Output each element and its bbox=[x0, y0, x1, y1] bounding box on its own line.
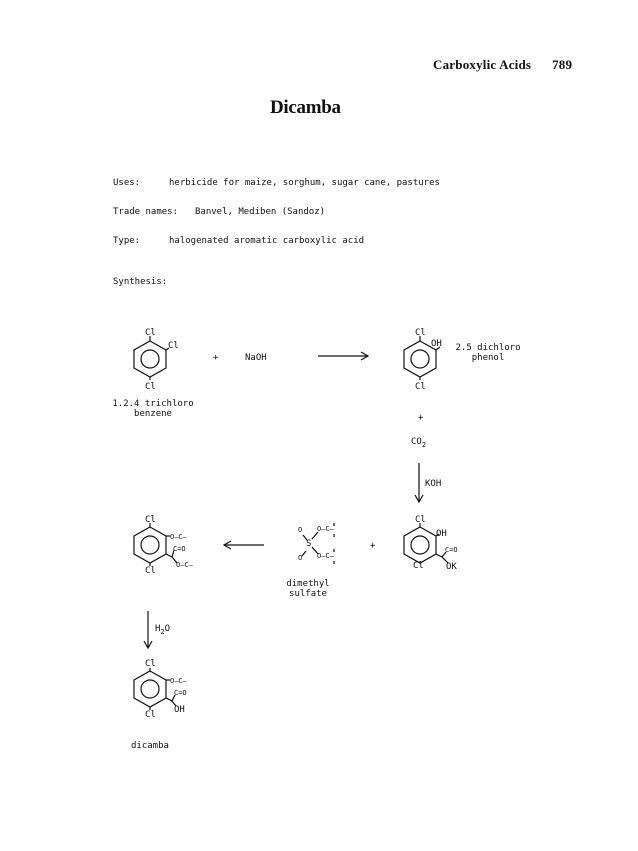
ok-group-label: OK bbox=[446, 562, 457, 572]
plus-sign: + bbox=[418, 413, 424, 423]
page-number: 789 bbox=[552, 57, 573, 72]
arrow-left bbox=[224, 541, 264, 549]
methoxy-label: O–C– bbox=[176, 561, 193, 569]
plus-sign: + bbox=[213, 353, 219, 363]
koh-reagent: KOH bbox=[425, 479, 442, 489]
h2o-reagent: $H_2O$ bbox=[155, 624, 171, 636]
cl-atom-label: Cl bbox=[145, 328, 156, 338]
cl-atom-label: Cl bbox=[415, 515, 426, 525]
cl-atom-label: Cl bbox=[145, 566, 156, 576]
oh-group-label: OH bbox=[431, 339, 442, 349]
potassium-salt-structure bbox=[404, 515, 458, 572]
reactant-name: 1.2.4 trichloro benzene bbox=[112, 399, 194, 419]
oh-group-label: OH bbox=[436, 529, 447, 539]
dicamba-structure bbox=[134, 659, 188, 720]
dimethyl-sulfate-structure bbox=[298, 523, 335, 564]
trade-names-value: Banvel, Mediben (Sandoz) bbox=[195, 207, 326, 217]
page-title: Dicamba bbox=[270, 97, 341, 118]
methoxy-label: O–C– bbox=[170, 533, 187, 541]
arrow-down-koh bbox=[415, 463, 423, 502]
cl-atom-label: Cl bbox=[415, 328, 426, 338]
methoxy-label: O–C– bbox=[317, 552, 334, 560]
cl-atom-label: Cl bbox=[145, 710, 156, 720]
uses-label: Uses: bbox=[113, 178, 141, 188]
dimethyl-sulfate-name: dimethyl sulfate bbox=[286, 579, 330, 599]
cl-atom-label: Cl bbox=[145, 659, 156, 669]
cl-atom-label: Cl bbox=[415, 382, 426, 392]
methyl-ester-structure bbox=[134, 515, 194, 576]
methoxy-label: O–C– bbox=[317, 525, 334, 533]
section-title: Carboxylic Acids bbox=[433, 57, 532, 72]
cl-atom-label: Cl bbox=[413, 561, 424, 571]
carbonyl-label: C=O bbox=[173, 545, 186, 553]
naoh-reagent: NaOH bbox=[245, 353, 267, 363]
oh-group-label: OH bbox=[174, 705, 185, 715]
methoxy-label: O–C– bbox=[170, 677, 187, 685]
synthesis-label: Synthesis: bbox=[113, 277, 168, 287]
carbonyl-label: C=O bbox=[174, 689, 187, 697]
phenol-name: 2.5 dichloro phenol bbox=[455, 343, 521, 363]
o-atom-label: O bbox=[298, 526, 303, 534]
type-label: Type: bbox=[113, 236, 141, 246]
trade-names-label: Trade names: bbox=[113, 207, 179, 217]
arrow-down-h2o bbox=[144, 611, 152, 648]
cl-atom-label: Cl bbox=[168, 341, 179, 351]
cl-atom-label: Cl bbox=[145, 515, 156, 525]
co2-reagent: $CO_2$ bbox=[411, 437, 427, 449]
trichlorobenzene-structure bbox=[134, 328, 179, 392]
uses-value: herbicide for maize, sorghum, sugar cane, pastures bbox=[169, 178, 440, 188]
product-name: dicamba bbox=[131, 741, 169, 751]
plus-sign: + bbox=[370, 541, 376, 551]
dichlorophenol-structure bbox=[404, 328, 442, 392]
arrow-right bbox=[318, 352, 368, 360]
carbonyl-label: C=O bbox=[445, 546, 458, 554]
s-atom-label: S bbox=[306, 539, 312, 549]
cl-atom-label: Cl bbox=[145, 382, 156, 392]
type-value: halogenated aromatic carboxylic acid bbox=[169, 236, 365, 246]
o-atom-label: O bbox=[298, 554, 303, 562]
